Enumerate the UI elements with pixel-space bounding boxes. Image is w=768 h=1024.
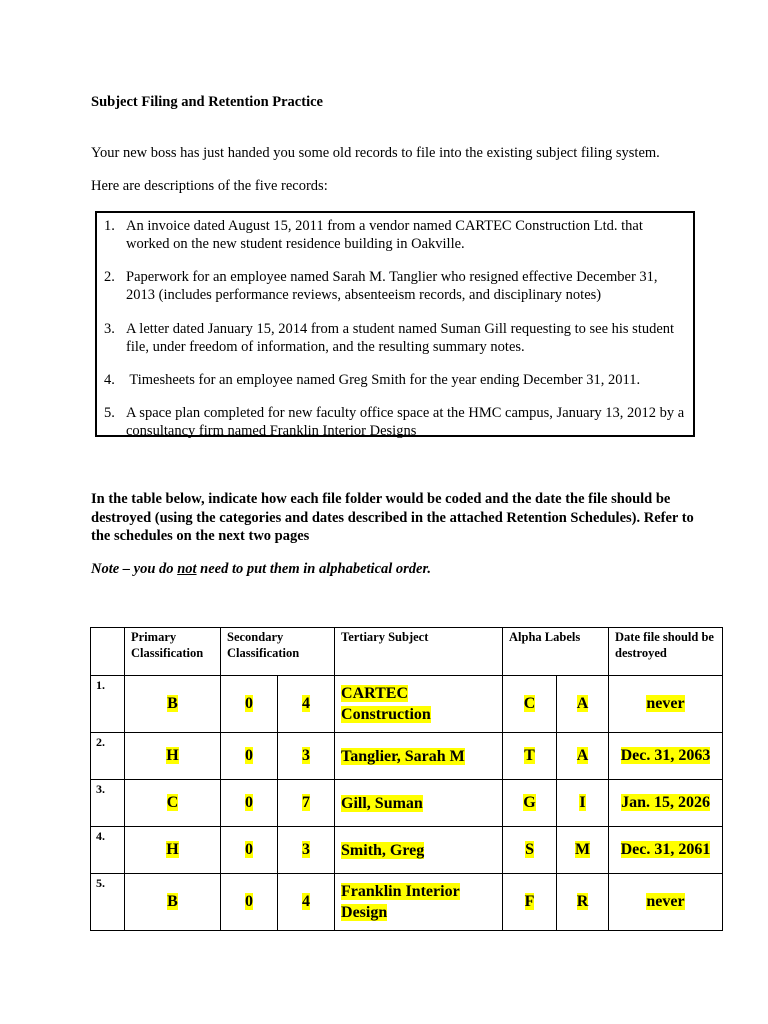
tertiary-value: Smith, Greg <box>341 841 425 859</box>
note-after: need to put them in alphabetical order. <box>196 561 431 577</box>
row-number: 1. <box>91 676 125 733</box>
secondary-cell-2 <box>278 874 335 931</box>
secondary-cell-1 <box>221 676 278 733</box>
alpha-value-1: G <box>523 794 536 811</box>
alpha-value-1: C <box>523 695 536 712</box>
record-item <box>104 268 686 304</box>
alpha-value-2: I <box>579 794 586 811</box>
tertiary-cell <box>335 733 503 780</box>
secondary-value-1: 0 <box>245 794 253 811</box>
alpha-value-1: S <box>525 841 534 858</box>
records-lead-in: Here are descriptions of the five records: <box>91 178 328 194</box>
secondary-value-2: 3 <box>302 841 310 858</box>
primary-value: H <box>166 841 179 858</box>
date-value: Dec. 31, 2063 <box>620 747 711 764</box>
secondary-value-1: 0 <box>245 893 253 910</box>
alpha-value-1: F <box>524 893 535 910</box>
note-before: Note – you do <box>91 561 178 577</box>
secondary-value-2: 3 <box>302 747 310 764</box>
page-title: Subject Filing and Retention Practice <box>91 94 323 110</box>
tertiary-value: CARTEC Construction <box>341 685 431 723</box>
date-value: Dec. 31, 2061 <box>620 841 711 858</box>
alpha-value-2: M <box>574 841 591 858</box>
record-number: 5. <box>104 405 115 421</box>
alpha-value-2: A <box>576 695 589 712</box>
record-item <box>104 217 686 253</box>
coding-table <box>90 627 723 931</box>
secondary-cell-2 <box>278 827 335 874</box>
secondary-value-2: 4 <box>302 695 310 712</box>
secondary-cell-2 <box>278 780 335 827</box>
secondary-cell-2 <box>278 733 335 780</box>
date-cell <box>609 780 723 827</box>
table-row <box>91 827 723 874</box>
record-text: A letter dated January 15, 2014 from a student named Suman Gill requesting to see his student file, under freedom of information, and the resulting summary notes. <box>126 321 675 355</box>
record-text: Timesheets for an employee named Greg Smith for the year ending December 31, 2011. <box>126 372 641 388</box>
date-cell <box>609 874 723 931</box>
records-box <box>95 211 695 437</box>
record-number: 2. <box>104 269 115 285</box>
tertiary-cell <box>335 874 503 931</box>
secondary-cell-1 <box>221 780 278 827</box>
date-value: never <box>646 695 685 712</box>
primary-cell <box>125 780 221 827</box>
header-primary: Primary Classification <box>125 628 221 676</box>
tertiary-cell <box>335 780 503 827</box>
instructions: In the table below, indicate how each file folder would be coded and the date the file should be destroyed (using the categories and dates described in the attached Retention Schedules). Refer to the schedules on the next two pages <box>91 491 694 544</box>
tertiary-value: Gill, Suman <box>341 794 423 812</box>
alpha-cell-1 <box>503 733 557 780</box>
record-item <box>104 404 686 440</box>
header-tertiary: Tertiary Subject <box>335 628 503 676</box>
record-text: A space plan completed for new faculty office space at the HMC campus, January 13, 2012 by a consultancy firm named Franklin Interior Designs <box>126 405 685 439</box>
row-number: 4. <box>91 827 125 874</box>
row-number: 5. <box>91 874 125 931</box>
secondary-value-2: 7 <box>302 794 310 811</box>
alpha-value-2: R <box>576 893 589 910</box>
alpha-cell-2 <box>557 733 609 780</box>
note <box>91 561 431 578</box>
date-value: never <box>646 893 685 910</box>
record-number: 1. <box>104 218 115 234</box>
secondary-cell-1 <box>221 733 278 780</box>
date-cell <box>609 676 723 733</box>
secondary-value-1: 0 <box>245 695 253 712</box>
header-secondary: Secondary Classification <box>221 628 335 676</box>
record-number: 4. <box>104 372 115 388</box>
date-cell <box>609 827 723 874</box>
record-number: 3. <box>104 321 115 337</box>
alpha-cell-1 <box>503 874 557 931</box>
row-number: 2. <box>91 733 125 780</box>
primary-value: B <box>167 695 178 712</box>
alpha-cell-1 <box>503 780 557 827</box>
alpha-cell-1 <box>503 676 557 733</box>
primary-value: B <box>167 893 178 910</box>
alpha-cell-2 <box>557 780 609 827</box>
intro-paragraph: Your new boss has just handed you some old records to file into the existing subject filing system. <box>91 145 660 161</box>
alpha-cell-2 <box>557 676 609 733</box>
secondary-cell-2 <box>278 676 335 733</box>
secondary-value-1: 0 <box>245 747 253 764</box>
primary-cell <box>125 676 221 733</box>
primary-value: C <box>166 794 179 811</box>
secondary-value-1: 0 <box>245 841 253 858</box>
primary-cell <box>125 827 221 874</box>
date-cell <box>609 733 723 780</box>
header-alpha: Alpha Labels <box>503 628 609 676</box>
primary-cell <box>125 733 221 780</box>
date-value: Jan. 15, 2026 <box>621 794 710 811</box>
secondary-value-2: 4 <box>302 893 310 910</box>
alpha-cell-1 <box>503 827 557 874</box>
record-item <box>104 371 686 389</box>
record-text: An invoice dated August 15, 2011 from a vendor named CARTEC Construction Ltd. that worked on the new student residence building in Oakville. <box>126 218 643 252</box>
note-emphasis: not <box>177 561 197 577</box>
tertiary-cell <box>335 827 503 874</box>
record-item <box>104 320 686 356</box>
table-row <box>91 676 723 733</box>
table-row <box>91 874 723 931</box>
tertiary-value: Franklin Interior Design <box>341 883 460 921</box>
tertiary-cell <box>335 676 503 733</box>
header-number <box>91 628 125 676</box>
alpha-value-2: A <box>576 747 589 764</box>
alpha-cell-2 <box>557 827 609 874</box>
row-number: 3. <box>91 780 125 827</box>
alpha-value-1: T <box>524 747 535 764</box>
alpha-cell-2 <box>557 874 609 931</box>
header-date: Date file should be destroyed <box>609 628 723 676</box>
primary-value: H <box>166 747 179 764</box>
secondary-cell-1 <box>221 827 278 874</box>
tertiary-value: Tanglier, Sarah M <box>341 747 465 765</box>
table-row <box>91 780 723 827</box>
table-row <box>91 733 723 780</box>
secondary-cell-1 <box>221 874 278 931</box>
header-row <box>91 628 723 676</box>
primary-cell <box>125 874 221 931</box>
record-text: Paperwork for an employee named Sarah M. Tanglier who resigned effective December 31, 2013 (includes performance reviews, absenteeism records, and disciplinary notes) <box>126 269 658 303</box>
